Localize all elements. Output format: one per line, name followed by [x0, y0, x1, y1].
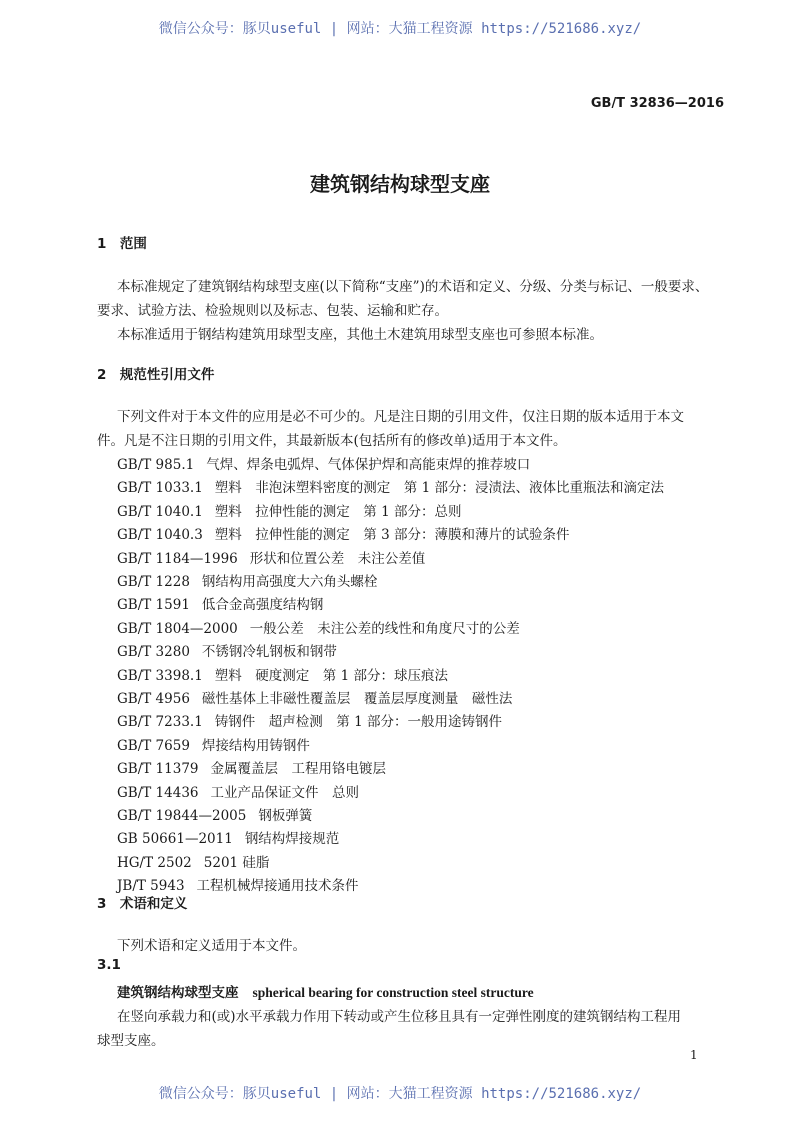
reference-title: 铸钢件 超声检测 第 1 部分：一般用途铸钢件	[214, 714, 502, 731]
reference-title: 塑料 非泡沫塑料密度的测定 第 1 部分：浸渍法、液体比重瓶法和滴定法	[214, 480, 664, 497]
section-3-heading: 3 术语和定义	[97, 896, 188, 912]
reference-item	[117, 687, 512, 707]
paragraph: 件。凡是不注日期的引用文件，其最新版本(包括所有的修改单)适用于本文件。	[97, 433, 567, 449]
watermark-top: 微信公众号：豚贝useful | 网站：大猫工程资源 https://521686.xyz/	[158, 21, 642, 37]
reference-title: 钢板弹簧	[258, 808, 313, 824]
reference-code: GB/T 19844—2005	[117, 808, 247, 824]
reference-title: 气焊、焊条电弧焊、气体保护焊和高能束焊的推荐坡口	[206, 457, 531, 473]
reference-title: 钢结构焊接规范	[244, 831, 340, 848]
page-number: 1	[690, 1048, 698, 1062]
paragraph: 下列文件对于本文件的应用是必不可少的。凡是注日期的引用文件，仅注日期的版本适用于本文	[117, 409, 684, 425]
reference-code: HG/T 2502	[117, 854, 192, 871]
reference-title: 工程机械焊接通用技术条件	[196, 878, 359, 895]
paragraph: 本标准适用于钢结构建筑用球型支座，其他土木建筑用球型支座也可参照本标准。	[117, 327, 603, 343]
term-definition: 球型支座。	[97, 1033, 165, 1049]
reference-title: 塑料 拉伸性能的测定 第 1 部分：总则	[214, 503, 462, 520]
reference-code: GB/T 1591	[117, 597, 190, 614]
page-title: 建筑钢结构球型支座	[310, 172, 490, 196]
reference-title: 5201 硅脂	[203, 854, 270, 871]
reference-title: 钢结构用高强度大六角头螺栓	[201, 574, 378, 590]
reference-code: GB/T 1184—1996	[117, 550, 238, 567]
paragraph: 本标准规定了建筑钢结构球型支座(以下简称“支座”)的术语和定义、分级、分类与标记、一般要求、	[117, 279, 709, 295]
reference-code: GB/T 1040.3	[117, 527, 203, 544]
reference-code: GB/T 11379	[117, 761, 199, 778]
reference-title: 焊接结构用铸钢件	[201, 737, 310, 754]
term-english: spherical bearing for construction steel structure	[252, 985, 534, 1000]
term-entry	[117, 981, 534, 1001]
reference-code: GB/T 1228	[117, 574, 190, 590]
reference-item	[117, 547, 425, 567]
reference-item	[117, 476, 664, 496]
standard-number: GB/T 32836—2016	[590, 96, 724, 111]
reference-code: GB/T 14436	[117, 784, 199, 801]
term-number: 3.1	[97, 957, 121, 973]
reference-title: 一般公差 未注公差的线性和角度尺寸的公差	[249, 620, 520, 637]
reference-code: GB/T 4956	[117, 691, 190, 707]
reference-item	[117, 664, 448, 684]
paragraph: 要求、试验方法、检验规则以及标志、包装、运输和贮存。	[97, 303, 448, 319]
reference-item	[117, 617, 520, 637]
reference-code: JB/T 5943	[117, 878, 185, 895]
reference-code: GB 50661—2011	[117, 831, 233, 848]
section-2-heading: 2 规范性引用文件	[97, 367, 215, 383]
reference-item	[117, 523, 569, 543]
reference-item	[117, 710, 502, 730]
reference-title: 工业产品保证文件 总则	[210, 784, 359, 801]
reference-item	[117, 593, 323, 613]
reference-code: GB/T 1033.1	[117, 480, 203, 497]
term-definition: 在竖向承载力和(或)水平承载力作用下转动或产生位移且具有一定弹性刚度的建筑钢结构工程用	[117, 1009, 682, 1025]
reference-item	[117, 570, 377, 590]
reference-item	[117, 827, 339, 847]
reference-code: GB/T 1804—2000	[117, 620, 238, 637]
reference-item	[117, 640, 337, 660]
paragraph: 下列术语和定义适用于本文件。	[117, 938, 306, 954]
reference-title: 塑料 硬度测定 第 1 部分：球压痕法	[214, 667, 448, 684]
reference-title: 塑料 拉伸性能的测定 第 3 部分：薄膜和薄片的试验条件	[214, 527, 570, 544]
reference-title: 金属覆盖层 工程用铬电镀层	[210, 761, 386, 778]
reference-code: GB/T 7233.1	[117, 714, 203, 731]
section-1-heading: 1 范围	[97, 236, 147, 252]
reference-item	[117, 781, 359, 801]
reference-title: 形状和位置公差 未注公差值	[249, 550, 426, 567]
reference-code: GB/T 3280	[117, 644, 190, 661]
reference-item	[117, 500, 461, 520]
reference-title: 不锈钢冷轧钢板和钢带	[201, 644, 337, 661]
reference-title: 低合金高强度结构钢	[201, 597, 324, 614]
watermark-bottom: 微信公众号：豚贝useful | 网站：大猫工程资源 https://521686.xyz/	[158, 1086, 642, 1102]
reference-code: GB/T 1040.1	[117, 503, 203, 520]
reference-title: 磁性基体上非磁性覆盖层 覆盖层厚度测量 磁性法	[201, 691, 513, 707]
reference-code: GB/T 7659	[117, 737, 190, 754]
reference-item	[117, 804, 312, 824]
reference-item	[117, 757, 386, 777]
reference-item	[117, 734, 310, 754]
reference-item	[117, 851, 269, 871]
term-chinese: 建筑钢结构球型支座	[117, 985, 239, 1001]
reference-code: GB/T 3398.1	[117, 667, 203, 684]
reference-item	[117, 453, 530, 473]
reference-code: GB/T 985.1	[117, 457, 195, 473]
